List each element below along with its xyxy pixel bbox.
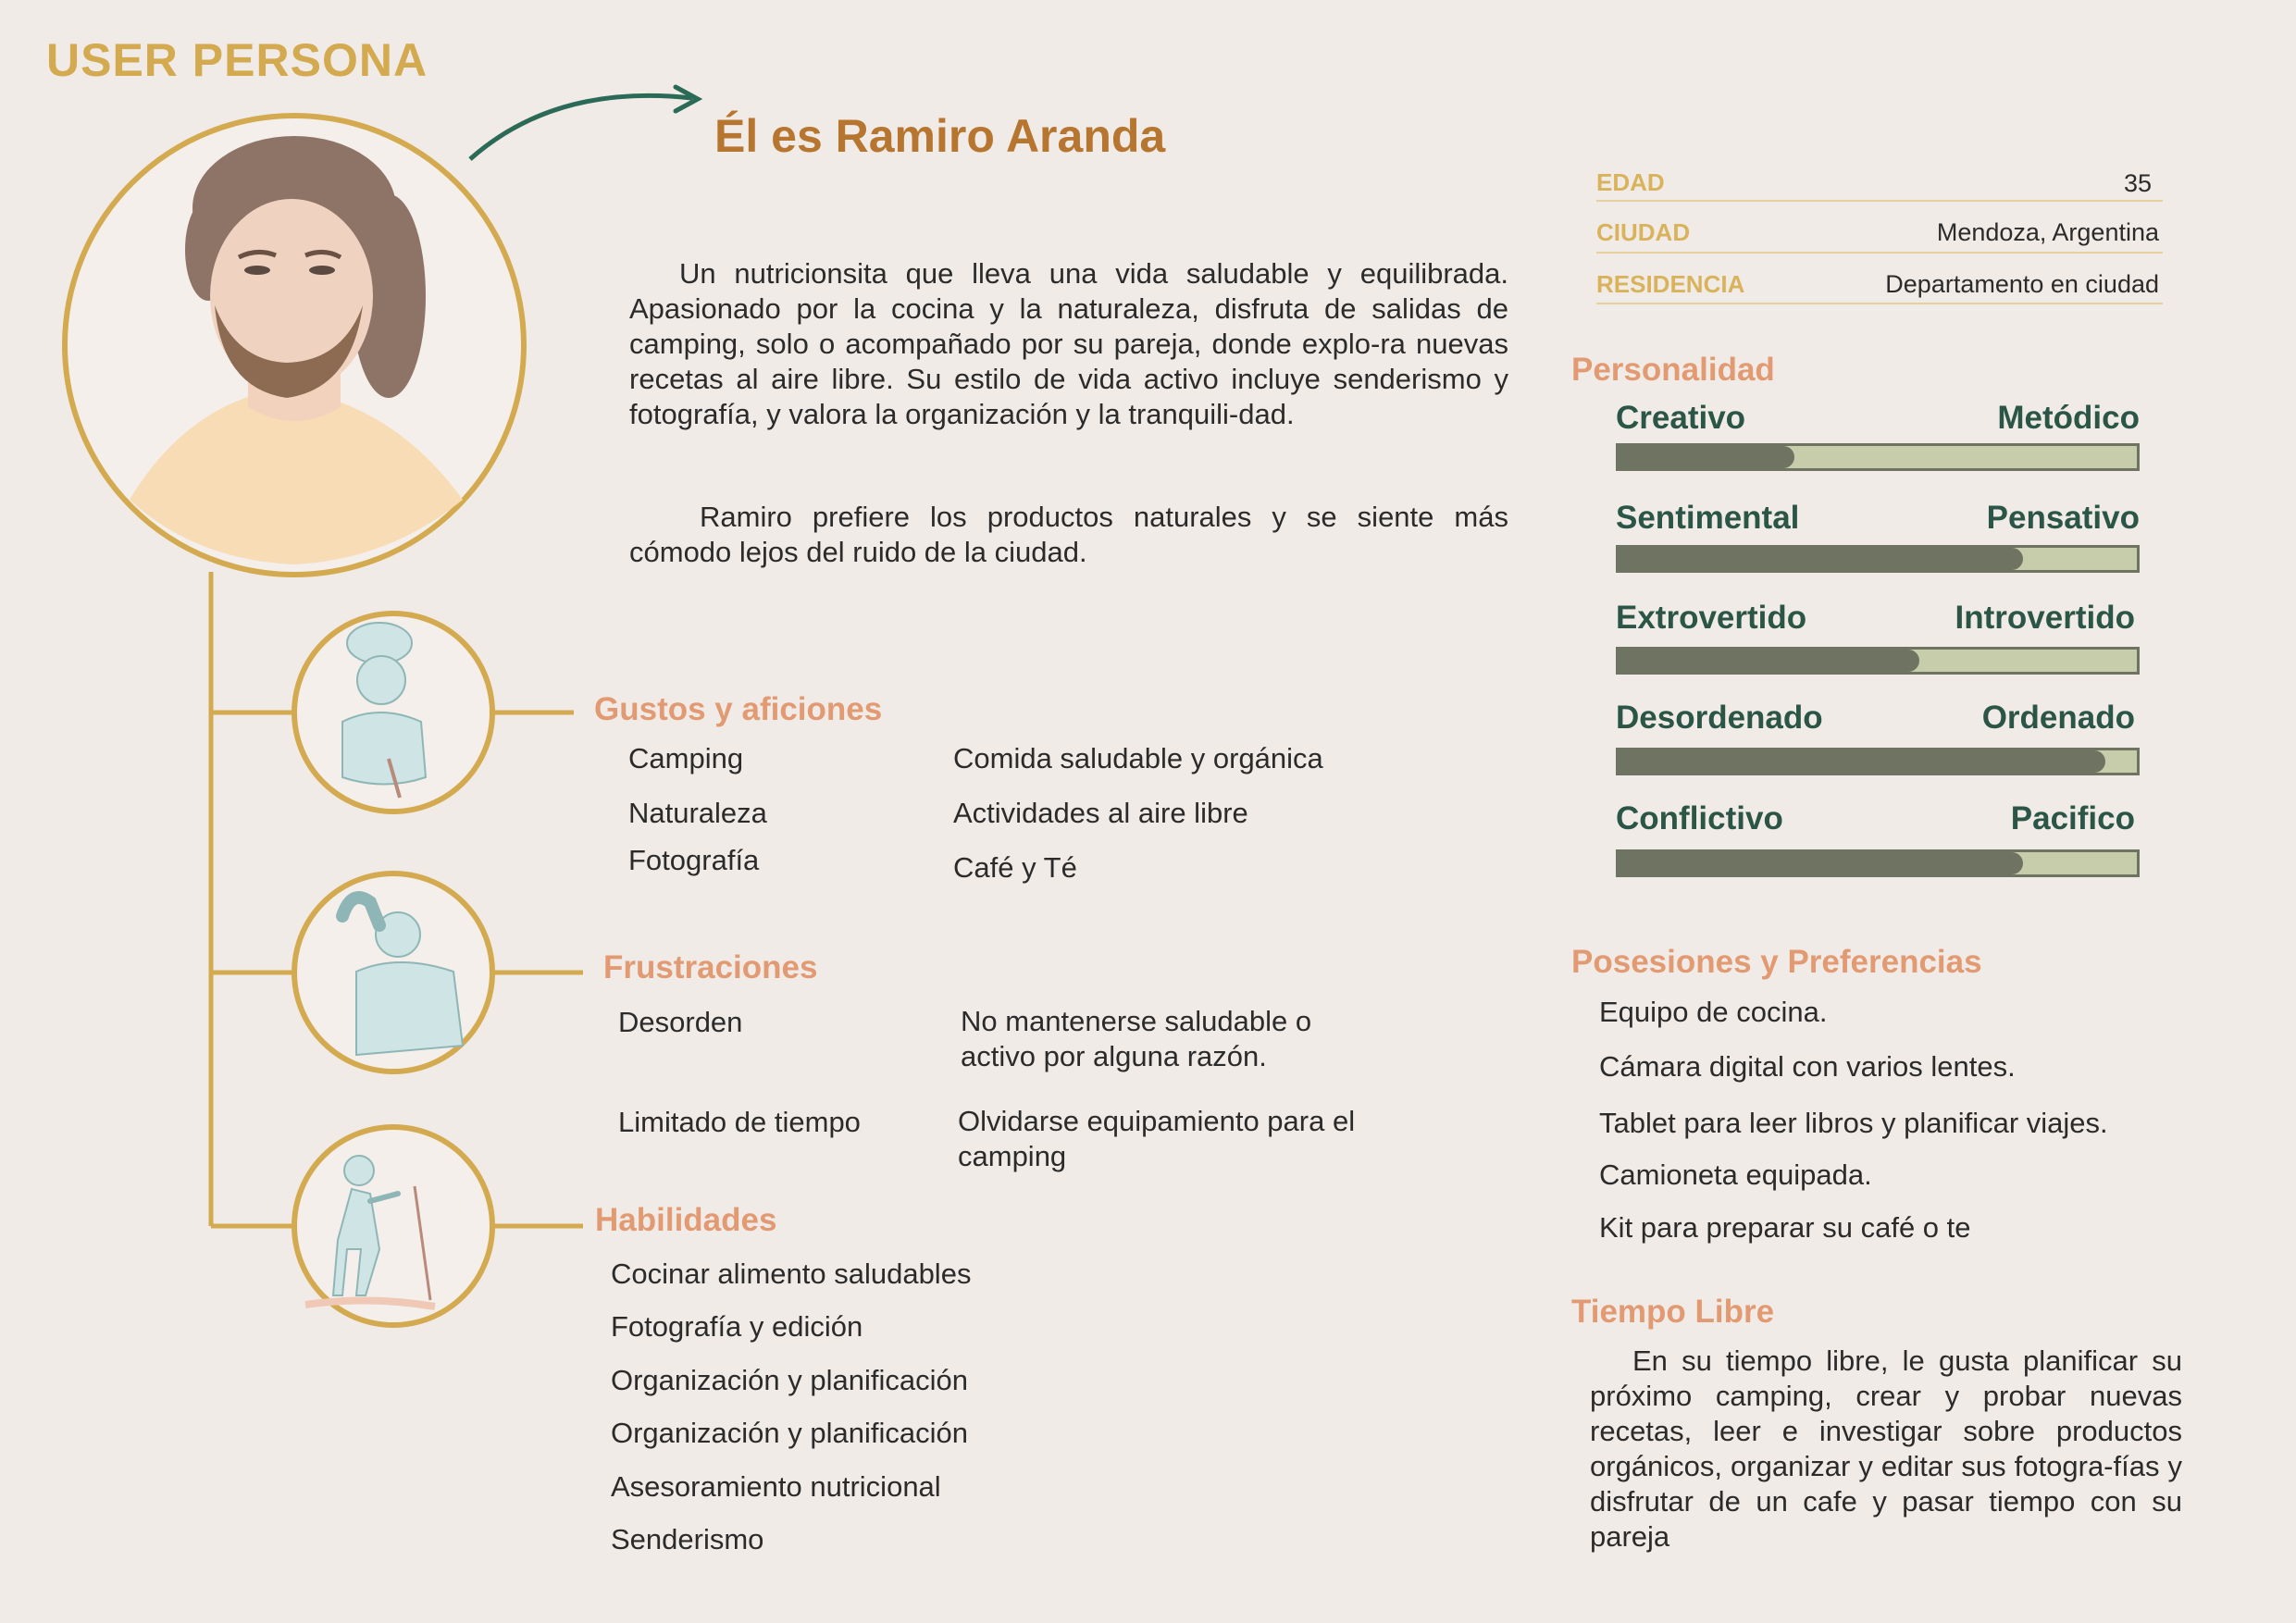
persona-name: Él es Ramiro Aranda [714, 110, 1166, 162]
trait-bar-fill [1619, 750, 2105, 773]
posesiones-item: Equipo de cocina. [1599, 996, 1828, 1028]
gustos-heading: Gustos y aficiones [594, 691, 883, 727]
tiempo-libre-heading: Tiempo Libre [1571, 1294, 1775, 1330]
habilidades-item: Cocinar alimento saludables [611, 1258, 972, 1290]
trait-bar [1616, 748, 2140, 775]
trait-left-label: Creativo [1616, 400, 1746, 436]
trait-left-label: Extrovertido [1616, 600, 1807, 636]
habilidades-heading: Habilidades [595, 1202, 777, 1238]
info-divider [1596, 303, 2163, 304]
trait-right-label: Introvertido [1955, 600, 2135, 636]
page-title: USER PERSONA [46, 34, 428, 86]
info-divider [1596, 252, 2163, 254]
portrait-avatar [65, 116, 524, 575]
chef-icon [294, 613, 492, 812]
frustraciones-item: Desorden [618, 1006, 743, 1038]
hiker-icon [294, 1127, 492, 1325]
habilidades-item: Asesoramiento nutricional [611, 1470, 941, 1503]
habilidades-item: Organización y planificación [611, 1417, 968, 1449]
edad-label: EDAD [1596, 168, 1665, 196]
trait-right-label: Pensativo [1986, 500, 2140, 536]
trait-bar-fill [1619, 446, 1794, 468]
ciudad-value: Mendoza, Argentina [1936, 218, 2159, 246]
frustraciones-item: Olvidarse equipamiento para el camping [958, 1105, 1356, 1172]
residencia-label: RESIDENCIA [1596, 270, 1745, 298]
gustos-item: Café y Té [953, 851, 1077, 884]
trait-left-label: Sentimental [1616, 500, 1800, 536]
gustos-item: Fotografía [628, 844, 760, 876]
trait-bar-fill [1619, 548, 2023, 570]
tiempo-libre-text: En su tiempo libre, le gusta planificar su próximo camping, crear y probar nuevas recetas, leer e investigar sobre productos orgánicos, organizar y editar sus fotogra-fías y disfrutar de un cafe y pasar tiempo con su pareja [1590, 1344, 2182, 1553]
trait-left-label: Conflictivo [1616, 800, 1783, 836]
info-divider [1596, 200, 2163, 202]
posesiones-item: Cámara digital con varios lentes. [1599, 1050, 2016, 1083]
trait-bar-fill [1619, 852, 2023, 874]
edad-value: 35 [2123, 169, 2152, 197]
trait-bar-fill [1619, 650, 1919, 672]
frustraciones-item: No mantenerse saludable o activo por alguna razón. [961, 1005, 1312, 1072]
frustraciones-heading: Frustraciones [603, 949, 818, 985]
trait-right-label: Pacifico [2010, 800, 2135, 836]
posesiones-item: Tablet para leer libros y planificar viajes. [1599, 1107, 2108, 1139]
trait-bar [1616, 647, 2140, 675]
ciudad-label: CIUDAD [1596, 218, 1691, 246]
trait-right-label: Metódico [1997, 400, 2140, 436]
posesiones-heading: Posesiones y Preferencias [1571, 944, 1982, 980]
personalidad-heading: Personalidad [1571, 352, 1775, 388]
arrow-icon [470, 87, 698, 159]
habilidades-item: Fotografía y edición [611, 1310, 863, 1343]
habilidades-item: Organización y planificación [611, 1364, 968, 1396]
residencia-value: Departamento en ciudad [1885, 270, 2159, 298]
gustos-item: Actividades al aire libre [953, 797, 1248, 829]
bio-paragraph: Un nutricionsita que lleva una vida saludable y equilibrada. Apasionado por la cocina y la naturaleza, disfruta de salidas de camping, solo o acompañado por su pareja, donde explo-ra nuevas recetas al aire libre. Su estilo de vida activo incluye senderismo y fotografía, y valora la organización y la tranquili-dad. [629, 257, 1508, 430]
gustos-item: Naturaleza [628, 797, 767, 829]
trait-left-label: Desordenado [1616, 700, 1823, 736]
posesiones-item: Camioneta equipada. [1599, 1158, 1872, 1191]
gustos-item: Camping [628, 742, 744, 774]
frustrated-person-icon [294, 873, 492, 1072]
trait-bar [1616, 849, 2140, 877]
trait-right-label: Ordenado [1981, 700, 2135, 736]
frustraciones-item: Limitado de tiempo [618, 1106, 861, 1138]
gustos-item: Comida saludable y orgánica [953, 742, 1323, 774]
habilidades-item: Senderismo [611, 1523, 764, 1555]
trait-bar [1616, 443, 2140, 471]
posesiones-item: Kit para preparar su café o te [1599, 1211, 1971, 1244]
trait-bar [1616, 545, 2140, 573]
bio-paragraph: Ramiro prefiere los productos naturales y se siente más cómodo lejos del ruido de la ciudad. [629, 501, 1508, 568]
